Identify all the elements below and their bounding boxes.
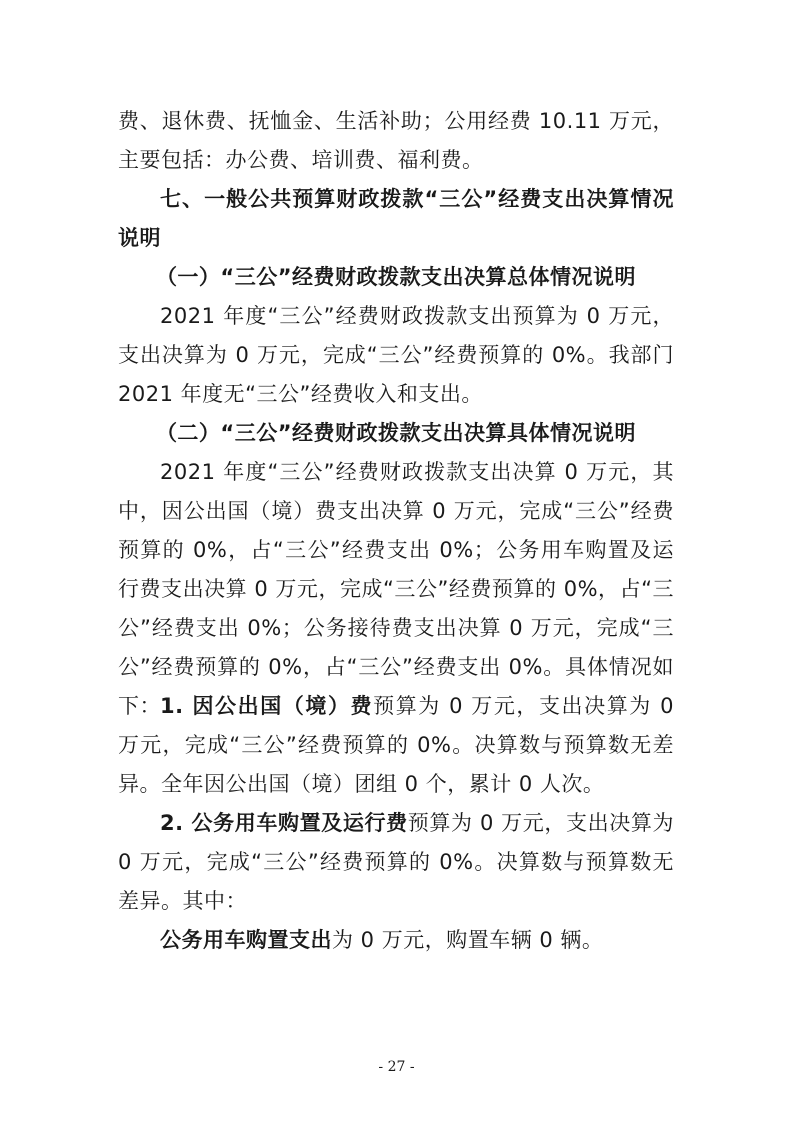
paragraph-specific-situation: 2021 年度“三公”经费财政拨款支出决算 0 万元，其中，因公出国（境）费支出决算 0 万元，完成“三公”经费预算的 0%，占“三公”经费支出 0%；公务用车购置及运行费支出决算 0 万元，完成“三公”经费预算的 0%，占“三公”经费支出 0%；公务接待费支出决算 0 万元，完成“三公”经费预算的 0%，占“三公”经费支出 0%。具体情况如下： <box>118 460 674 718</box>
item-2a-paragraph <box>118 921 674 960</box>
subsection-1-heading: （一）“三公”经费财政拨款支出决算总体情况说明 <box>155 265 637 289</box>
section-7-heading: 七、一般公共预算财政拨款“三公”经费支出决算情况说明 <box>118 187 674 250</box>
item-2a-text: 为 0 万元，购置车辆 0 辆。 <box>332 928 604 952</box>
item-2-paragraph <box>118 804 674 921</box>
subsection-2-heading: （二）“三公”经费财政拨款支出决算具体情况说明 <box>155 421 637 445</box>
item-2-text: 预算为 0 万元，支出决算为 0 万元，完成“三公”经费预算的 0%。决算数与预算数无差异。其中： <box>118 811 674 913</box>
item-1-paragraph <box>118 687 674 804</box>
item-2a-label: 公务用车购置支出 <box>160 928 332 952</box>
item-2-label: 2. 公务用车购置及运行费 <box>160 811 408 835</box>
paragraph-overall-situation: 2021 年度“三公”经费财政拨款支出预算为 0 万元，支出决算为 0 万元，完成“三公”经费预算的 0%。我部门 2021 年度无“三公”经费收入和支出。 <box>118 304 674 406</box>
item-1-label: 1. 因公出国（境）费 <box>160 694 374 718</box>
paragraph-personnel-public-expenses: 费、退休费、抚恤金、生活补助；公用经费 10.11 万元，主要包括：办公费、培训费、福利费。 <box>118 109 674 172</box>
page-number: - 27 - <box>378 1059 415 1075</box>
item-1-text: 预算为 0 万元，支出决算为 0 万元，完成“三公”经费预算的 0%。决算数与预算数无差异。全年因公出国（境）团组 0 个，累计 0 人次。 <box>118 694 674 796</box>
